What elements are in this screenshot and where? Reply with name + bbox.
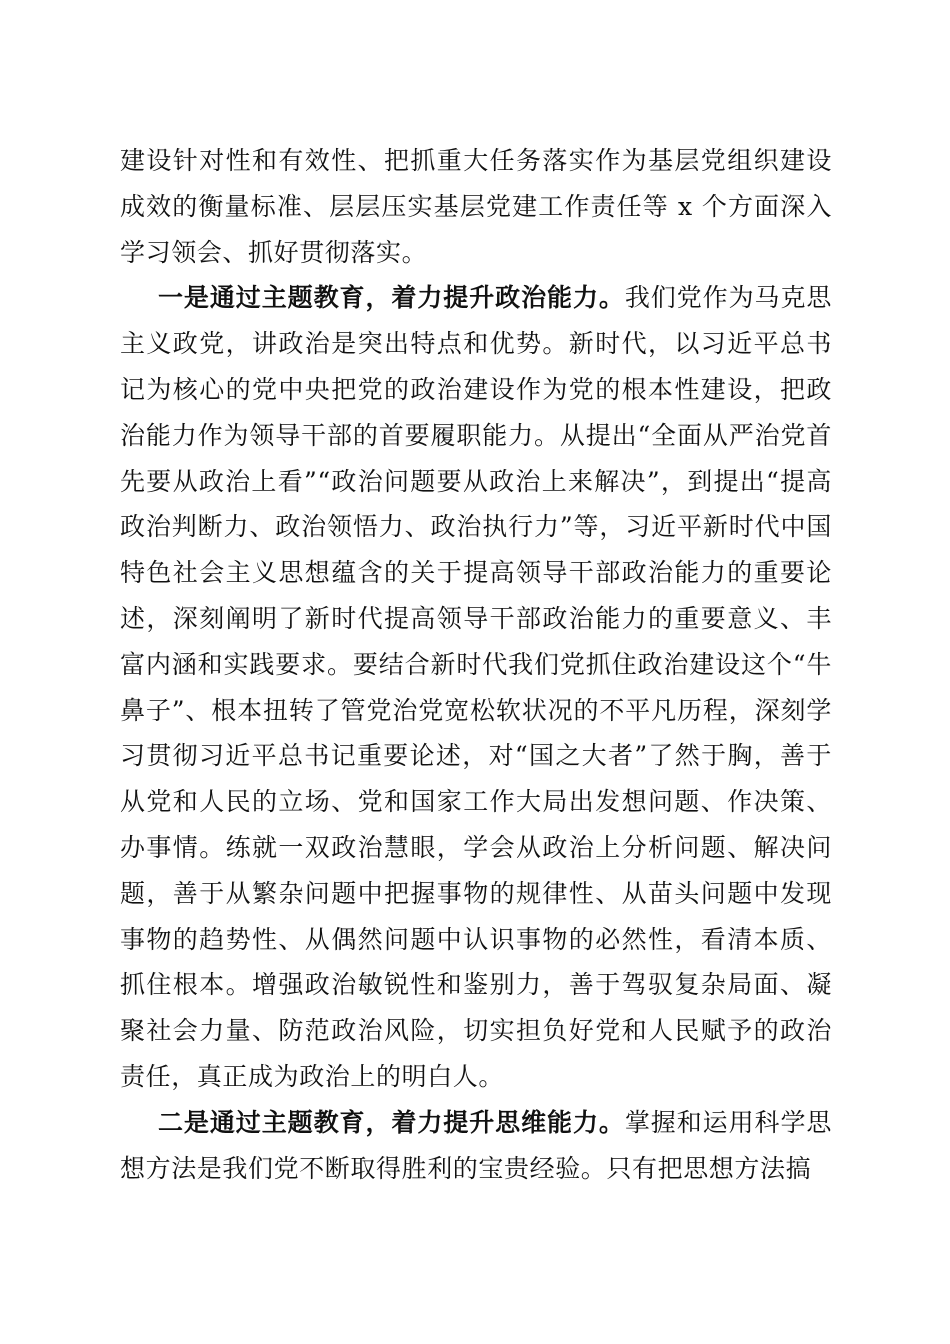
paragraph-text: 掌握和运用科学思想方法是我们党不断取得胜利的宝贵经验。只有把思想方法搞 — [120, 1107, 832, 1183]
paragraph-text: 建设针对性和有效性、把抓重大任务落实作为基层党组织建设成效的衡量标准、层层压实基层党建工作责任等 x 个方面深入学习领会、抓好贯彻落实。 — [120, 146, 832, 267]
paragraph-continuation — [120, 138, 832, 275]
document-body — [120, 138, 832, 1191]
paragraph-lead-heading: 一是通过主题教育，着力提升政治能力。 — [158, 283, 625, 313]
paragraph-text: 我们党作为马克思主义政党，讲政治是突出特点和优势。新时代，以习近平总书记为核心的党中央把党的政治建设作为党的根本性建设，把政治能力作为领导干部的首要履职能力。从提出“全面从严治党首先要从政治上看”“政治问题要从政治上来解决”，到提出“提高政治判断力、政治领悟力、政治执行力”等，习近平新时代中国特色社会主义思想蕴含的关于提高领导干部政治能力的重要论述，深刻阐明了新时代提高领导干部政治能力的重要意义、丰富内涵和实践要求。要结合新时代我们党抓住政治建设这个“牛鼻子”、根本扭转了管党治党宽松软状况的不平凡历程，深刻学习贯彻习近平总书记重要论述，对“国之大者”了然于胸，善于从党和人民的立场、党和国家工作大局出发想问题、作决策、办事情。练就一双政治慧眼，学会从政治上分析问题、解决问题，善于从繁杂问题中把握事物的规律性、从苗头问题中发现事物的趋势性、从偶然问题中认识事物的必然性，看清本质、抓住根本。增强政治敏锐性和鉴别力，善于驾驭复杂局面、凝聚社会力量、防范政治风险，切实担负好党和人民赋予的政治责任，真正成为政治上的明白人。 — [120, 283, 832, 1091]
paragraph-thinking-ability — [120, 1100, 832, 1192]
paragraph-political-ability — [120, 275, 832, 1099]
paragraph-lead-heading: 二是通过主题教育，着力提升思维能力。 — [158, 1107, 625, 1137]
